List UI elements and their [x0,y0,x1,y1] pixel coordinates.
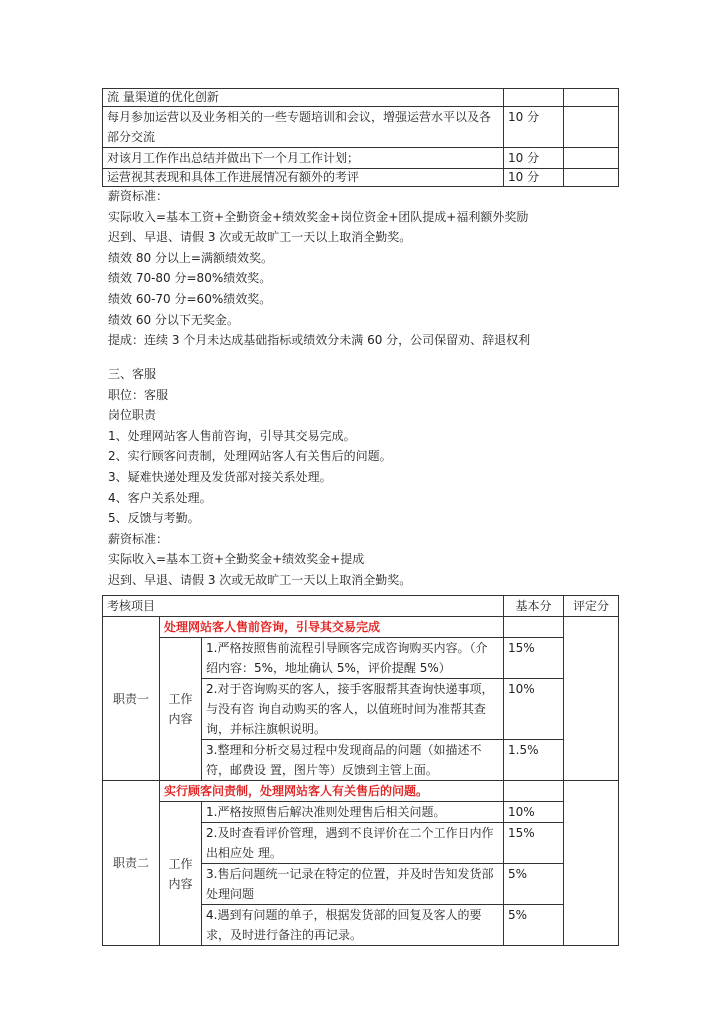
table-row: 对该月工作作出总结并做出下一个月工作计划； 10 分 [103,148,619,169]
table-row: 3.售后问题统一记录在特定的位置，并及时告知发货部处理问题 5% [103,864,619,905]
table-header: 考核项目 基本分 评定分 [103,596,619,617]
table-row: 工作内容 1.严格按照售前流程引导顾客完成咨询购买内容。（介绍内容：5%，地址确认 5%，评价提醒 5%） 15% [103,638,619,679]
operations-score-table [102,88,619,187]
table-row: 每月参加运营以及业务相关的一些专题培训和会议，增强运营水平以及各 部分交流 10 分 [103,107,619,148]
table-row: 运营视其表现和具体工作进展情况有额外的考评 10 分 [103,169,619,187]
salary-standard-text: 薪资标准： 实际收入=基本工资+全勤资金+绩效奖金+岗位资金+团队提成+福利额外奖励 迟到、早退、请假 3 次或无故旷工一天以上取消全勤奖。 绩效 80 分以上=满额绩效奖。 绩效 70-80 分=80%绩效奖。 绩效 60-70 分=60%绩效奖。 绩效 60 分以下无奖金。 提成：连续 3 个月未达成基础指标或绩效分未满 60 分，公司保留劝、辞退权利 [108,189,531,348]
table-row: 2.及时查看评价管理，遇到不良评价在二个工作日内作出相应处 理。 15% [103,823,619,864]
customer-service-section: 三、客服 职位：客服 岗位职责 1、处理网站客人售前咨询，引导其交易完成。 2、实行顾客问责制，处理网站客人有关售后的问题。 3、疑难快递处理及发货部对接关系处理。 4、客户关系处理。 5、反馈与考勤。 薪资标准： 实际收入=基本工资+全勤奖金+绩效奖金+提成 迟到、早退、请假 3 次或无故旷工一天以上取消全勤奖。 [108,367,412,587]
table-row: 4.遇到有问题的单子，根据发货部的回复及客人的要求，及时进行备注的再记录。 5% [103,905,619,946]
table-row: 2.对于咨询购买的客人，接手客服帮其查询快递事项，与没有咨 询自动购买的客人，以值班时间为准帮其查询，并标注旗帜说明。 10% [103,679,619,740]
table-row: 3.整理和分析交易过程中发现商品的问题（如描述不符，邮费设 置，图片等）反馈到主管上面。 1.5% [103,740,619,781]
table-row: 职责二 实行顾客问责制，处理网站客人有关售后的问题。 [103,781,619,802]
table-row: 工作内容 1.严格按照售后解决准则处理售后相关问题。 10% [103,802,619,823]
table-row: 流 量渠道的优化创新 [103,89,619,107]
table-row: 职责一 处理网站客人售前咨询，引导其交易完成 [103,617,619,638]
customer-service-assessment-table [102,595,619,946]
